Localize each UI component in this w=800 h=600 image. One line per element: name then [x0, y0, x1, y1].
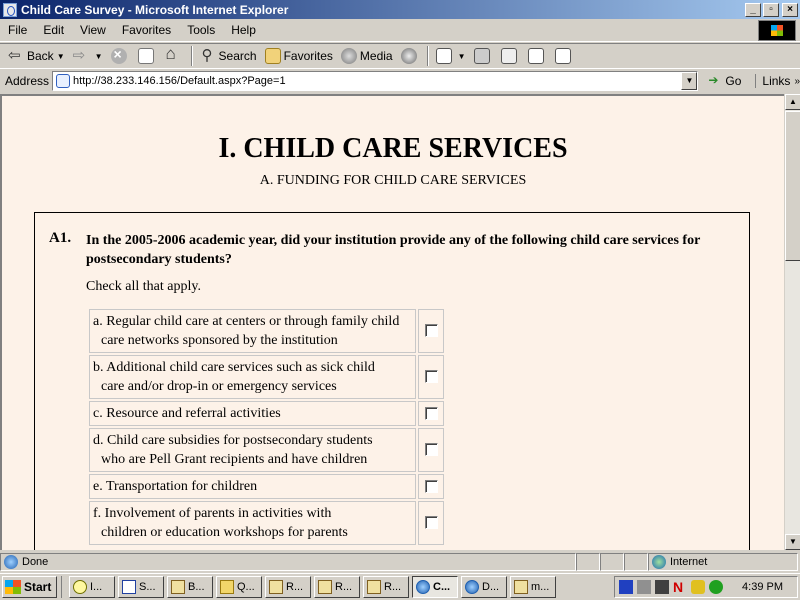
- mail-icon: [171, 580, 185, 594]
- option-cell-b: [418, 355, 444, 399]
- menu-bar: [0, 19, 800, 42]
- options-table: [87, 307, 446, 547]
- address-url[interactable]: http://38.233.146.156/Default.aspx?Page=1: [73, 75, 286, 87]
- links-button[interactable]: [755, 74, 800, 88]
- option-checkbox-b[interactable]: [425, 370, 438, 383]
- option-b-line1: b. Additional child care services such as sick child: [93, 360, 375, 375]
- forward-arrow-icon: [73, 48, 89, 64]
- task-label: B...: [188, 581, 205, 593]
- maximize-button[interactable]: ▫: [763, 3, 779, 17]
- address-dropdown-button[interactable]: ▼: [681, 72, 697, 90]
- mail-button[interactable]: [432, 45, 470, 67]
- page-subtitle: A. FUNDING FOR CHILD CARE SERVICES: [259, 173, 527, 188]
- address-bar: [0, 70, 800, 92]
- print-button[interactable]: [470, 45, 497, 67]
- links-label: Links: [762, 74, 791, 88]
- stop-button[interactable]: [107, 45, 134, 67]
- option-cell-c: [418, 401, 444, 426]
- status-pane-3: [600, 553, 624, 571]
- printer-icon: [474, 48, 490, 64]
- option-e-line1: e. Transportation for children: [93, 479, 258, 494]
- window-title: Child Care Survey - Microsoft Internet Explorer: [21, 2, 289, 17]
- ie-icon: [416, 580, 430, 594]
- back-label: Back: [27, 49, 54, 63]
- tray-update-icon[interactable]: [691, 580, 705, 594]
- system-tray: [614, 576, 798, 598]
- option-cell-f: [418, 501, 444, 545]
- option-label-b: [89, 355, 416, 399]
- edit-icon: [501, 48, 517, 64]
- status-pane-2: [576, 553, 600, 571]
- media-label: Media: [359, 49, 393, 63]
- chevron-down-icon[interactable]: ▼: [56, 51, 65, 61]
- option-d-line1: d. Child care subsidies for postsecondary students: [93, 433, 373, 448]
- messenger-icon: [555, 48, 571, 64]
- stop-icon: [111, 48, 127, 64]
- option-cell-d: [418, 428, 444, 472]
- taskbar: [0, 573, 800, 600]
- mail-icon: [269, 580, 283, 594]
- toolbar-separator: [427, 46, 429, 66]
- back-button[interactable]: [4, 45, 69, 67]
- toolbar: [0, 43, 800, 69]
- discuss-button[interactable]: [524, 45, 551, 67]
- refresh-icon: [138, 48, 154, 64]
- option-d-line2: who are Pell Grant recipients and have children: [101, 452, 368, 467]
- favorites-icon: [265, 48, 281, 64]
- ie-page-icon: [4, 555, 18, 569]
- edit-button[interactable]: [497, 45, 524, 67]
- toolbar-separator: [191, 46, 193, 66]
- option-row-a: [89, 309, 444, 353]
- option-row-f: [89, 501, 444, 545]
- question-number: A1.: [49, 230, 72, 246]
- option-c-line1: c. Resource and referral activities: [93, 406, 281, 421]
- task-label: R...: [335, 581, 353, 593]
- refresh-button[interactable]: [134, 45, 161, 67]
- menu-file[interactable]: File: [8, 23, 28, 37]
- option-f-line2: children or education workshops for parents: [101, 525, 348, 540]
- question-box: [34, 212, 750, 550]
- folder-icon: [220, 580, 234, 594]
- clock-app-icon: [73, 580, 87, 594]
- task-label: I...: [90, 581, 103, 593]
- option-label-e: [89, 474, 416, 499]
- status-pane-main: [0, 553, 576, 571]
- title-bar: [0, 0, 800, 19]
- option-checkbox-c[interactable]: [425, 407, 438, 420]
- address-input[interactable]: [52, 71, 698, 91]
- ie-icon: [465, 580, 479, 594]
- mail-icon: [367, 580, 381, 594]
- task-label: R...: [286, 581, 304, 593]
- menu-tools[interactable]: Tools: [187, 23, 216, 37]
- task-label: C...: [433, 581, 451, 593]
- task-button-active[interactable]: [412, 576, 458, 598]
- menu-edit[interactable]: Edit: [43, 23, 65, 37]
- back-arrow-icon: [8, 48, 24, 64]
- favorites-label: Favorites: [283, 49, 333, 63]
- start-button[interactable]: [2, 576, 57, 598]
- history-button[interactable]: [397, 45, 424, 67]
- option-row-d: [89, 428, 444, 472]
- go-label: Go: [725, 74, 742, 88]
- question-instruction: Check all that apply.: [86, 279, 201, 294]
- menu-help[interactable]: Help: [231, 23, 256, 37]
- menu-favorites[interactable]: Favorites: [121, 23, 172, 37]
- page-icon: [56, 74, 70, 88]
- windows-flag-icon: [5, 580, 21, 594]
- tray-network-icon[interactable]: [619, 580, 633, 594]
- home-button[interactable]: [161, 45, 188, 67]
- option-checkbox-a[interactable]: [425, 324, 438, 337]
- chevron-down-icon[interactable]: ▼: [457, 51, 466, 61]
- ie-app-icon[interactable]: [3, 3, 17, 17]
- option-f-line1: f. Involvement of parents in activities with: [93, 506, 332, 521]
- tray-messenger-icon[interactable]: [709, 580, 723, 594]
- option-label-a: [89, 309, 416, 353]
- mail-icon: [318, 580, 332, 594]
- document-icon: [528, 48, 544, 64]
- task-button[interactable]: [265, 576, 311, 598]
- option-label-c: [89, 401, 416, 426]
- media-icon: [341, 48, 357, 64]
- close-button[interactable]: ×: [782, 3, 798, 17]
- messenger-button[interactable]: [551, 45, 578, 67]
- search-button[interactable]: [196, 45, 261, 67]
- start-label: Start: [24, 580, 52, 594]
- status-bar: [0, 552, 800, 572]
- home-icon: [165, 48, 181, 64]
- address-label: Address: [5, 74, 50, 88]
- mail-icon: [514, 580, 528, 594]
- option-checkbox-f[interactable]: [425, 516, 438, 529]
- page-viewport: [0, 94, 784, 550]
- scroll-thumb[interactable]: [785, 111, 800, 261]
- option-a-line1: a. Regular child care at centers or through family child: [93, 314, 400, 329]
- task-button[interactable]: [314, 576, 360, 598]
- task-label: D...: [482, 581, 500, 593]
- media-button[interactable]: [337, 45, 397, 67]
- word-icon: [122, 580, 136, 594]
- option-cell-a: [418, 309, 444, 353]
- scroll-down-button[interactable]: ▼: [785, 534, 800, 550]
- search-icon: [200, 48, 216, 64]
- chevron-right-icon: »: [794, 75, 800, 87]
- status-zone: Internet: [670, 556, 708, 568]
- go-button[interactable]: [708, 74, 741, 88]
- option-label-f: [89, 501, 416, 545]
- scroll-up-button[interactable]: ▲: [785, 94, 800, 110]
- task-label: Q...: [237, 581, 255, 593]
- go-arrow-icon: [708, 74, 722, 88]
- task-button[interactable]: [216, 576, 262, 598]
- tray-norton-icon[interactable]: N: [673, 579, 684, 595]
- status-pane-4: [624, 553, 648, 571]
- option-cell-e: [418, 474, 444, 499]
- status-text: Done: [22, 556, 49, 568]
- status-zone-pane: [648, 553, 798, 571]
- option-checkbox-e[interactable]: [425, 480, 438, 493]
- task-button[interactable]: [461, 576, 507, 598]
- task-label: m...: [531, 581, 550, 593]
- option-a-line2: care networks sponsored by the institution: [101, 333, 338, 348]
- chevron-down-icon[interactable]: ▼: [94, 51, 103, 61]
- tray-volume-icon[interactable]: [637, 580, 651, 594]
- favorites-button[interactable]: [261, 45, 337, 67]
- page-title: I. CHILD CARE SERVICES: [218, 133, 568, 164]
- task-list: [61, 576, 556, 598]
- menu-view[interactable]: View: [80, 23, 106, 37]
- option-label-d: [89, 428, 416, 472]
- option-row-e: [89, 474, 444, 499]
- mail-icon: [436, 48, 452, 64]
- task-button[interactable]: [118, 576, 164, 598]
- tray-monitor-icon[interactable]: [655, 580, 669, 594]
- option-b-line2: care and/or drop-in or emergency services: [101, 379, 337, 394]
- option-row-b: [89, 355, 444, 399]
- task-button[interactable]: [167, 576, 213, 598]
- windows-logo-icon: [758, 20, 796, 41]
- task-label: S...: [139, 581, 156, 593]
- search-label: Search: [218, 49, 257, 63]
- internet-zone-icon: [652, 555, 666, 569]
- vertical-scrollbar[interactable]: [784, 94, 800, 550]
- minimize-button[interactable]: _: [745, 3, 761, 17]
- task-button[interactable]: [69, 576, 115, 598]
- forward-button[interactable]: [69, 45, 107, 67]
- task-button[interactable]: [363, 576, 409, 598]
- task-button[interactable]: [510, 576, 556, 598]
- option-row-c: [89, 401, 444, 426]
- history-icon: [401, 48, 417, 64]
- question-text: In the 2005-2006 academic year, did your institution provide any of the following child care services for postsecondary students?: [86, 233, 701, 267]
- option-checkbox-d[interactable]: [425, 443, 438, 456]
- taskbar-clock[interactable]: 4:39 PM: [742, 581, 783, 593]
- task-label: R...: [384, 581, 402, 593]
